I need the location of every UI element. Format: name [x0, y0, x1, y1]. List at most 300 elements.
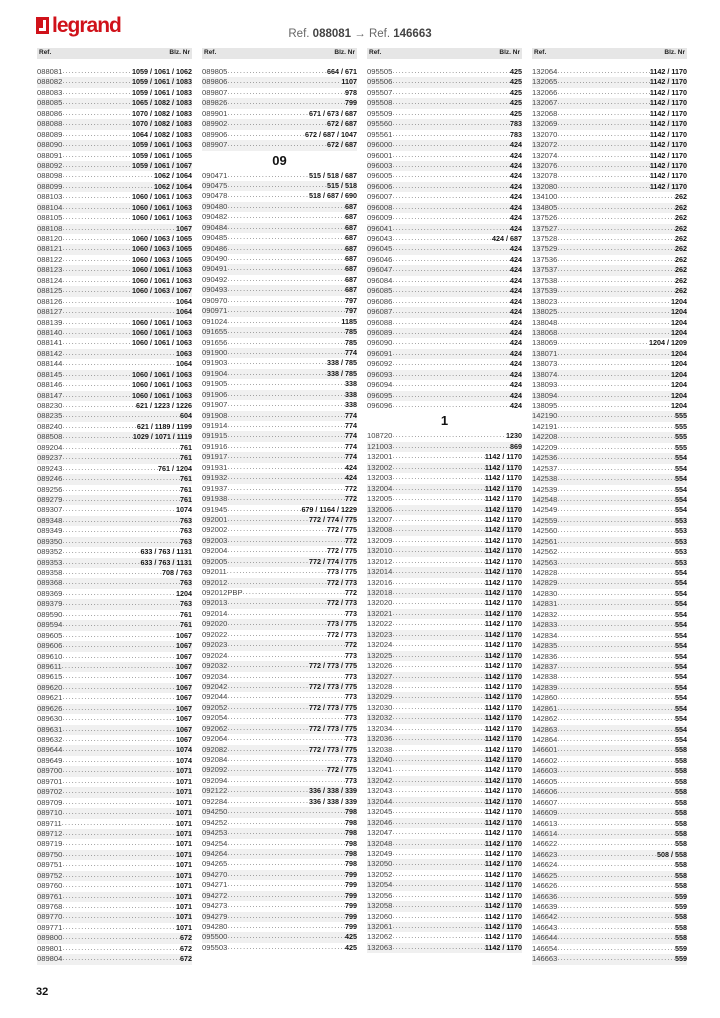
page-reference: 1067: [176, 651, 192, 661]
ref-number: 089902: [202, 119, 228, 129]
index-row: [367, 391, 522, 401]
page-reference: 1071: [176, 797, 192, 807]
index-row: [37, 902, 192, 912]
index-row: [532, 808, 687, 818]
ref-number: 096000: [367, 140, 393, 150]
index-row: [532, 88, 687, 98]
page-reference: 424: [510, 348, 522, 358]
index-row: [37, 954, 192, 964]
page-reference: 558: [675, 922, 687, 932]
dot-leader: [227, 505, 301, 515]
dot-leader: [62, 224, 176, 234]
dot-leader: [557, 902, 675, 912]
brand-name: legrand: [52, 13, 121, 37]
page-reference: 338 / 785: [327, 358, 357, 368]
index-row: [367, 88, 522, 98]
index-row: [37, 641, 192, 651]
dot-leader: [62, 349, 176, 359]
ref-number: 092003: [202, 535, 228, 545]
index-row: [532, 631, 687, 641]
page-reference: 558: [675, 808, 687, 818]
index-row: [532, 359, 687, 369]
page-reference: 772 / 773 / 775: [309, 723, 357, 733]
ref-number: 089770: [37, 912, 63, 922]
page-reference: 559: [675, 954, 687, 964]
index-row: [37, 933, 192, 943]
index-row: [37, 182, 192, 192]
ref-number: 089801: [37, 943, 63, 953]
dot-leader: [62, 213, 132, 223]
dot-leader: [392, 442, 510, 452]
index-row: [37, 558, 192, 568]
dot-leader: [227, 786, 309, 796]
ref-number: 142860: [532, 693, 558, 703]
index-row: [202, 88, 357, 98]
dot-leader: [62, 850, 176, 860]
dot-leader: [227, 640, 345, 650]
index-row: [367, 661, 522, 671]
page-reference: 1067: [176, 223, 192, 233]
page-reference: 1064: [176, 307, 192, 317]
dot-leader: [392, 151, 510, 161]
index-row: [532, 578, 687, 588]
ref-number: 096084: [367, 275, 393, 285]
dot-leader: [392, 171, 510, 181]
page-reference: 1067: [176, 735, 192, 744]
index-row: [37, 244, 192, 254]
dot-leader: [227, 734, 345, 744]
page-reference: 773 / 775: [327, 567, 357, 577]
ref-number: 132005: [367, 494, 393, 504]
index-row: [37, 829, 192, 839]
page-reference: 1142 / 1170: [484, 807, 522, 817]
ref-number: 091917: [202, 452, 228, 462]
ref-number: 137539: [532, 286, 558, 296]
page-number: 32: [36, 986, 49, 998]
ref-number: 090471: [202, 170, 228, 180]
dot-leader: [392, 870, 484, 880]
page-reference: 1142 / 1170: [649, 129, 687, 139]
dot-leader: [392, 578, 484, 588]
page-reference: 554: [675, 599, 687, 609]
index-row: [367, 171, 522, 181]
page-reference: 424: [510, 369, 522, 379]
dot-leader: [392, 818, 484, 828]
page-reference: 424: [510, 265, 522, 275]
ref-number: 089712: [37, 828, 63, 838]
dot-leader: [392, 619, 484, 629]
page-reference: 425: [510, 87, 522, 97]
dot-leader: [392, 401, 510, 411]
page-reference: 761 / 1204: [158, 463, 192, 473]
dot-leader: [392, 661, 484, 671]
dot-leader: [62, 798, 176, 808]
ref-number: 132049: [367, 848, 393, 858]
ref-number: 096086: [367, 296, 393, 306]
ref-number: 091938: [202, 494, 228, 504]
dot-leader: [557, 578, 675, 588]
page-reference: 773 / 775: [327, 619, 357, 629]
index-row: [37, 234, 192, 244]
page-reference: 761: [180, 484, 192, 494]
dot-leader: [557, 328, 671, 338]
dot-leader: [392, 703, 484, 713]
ref-number: 091903: [202, 358, 228, 368]
page-reference: 1142 / 1170: [649, 181, 687, 191]
dot-leader: [62, 933, 180, 943]
index-row: [367, 619, 522, 629]
page-reference: 553: [675, 526, 687, 536]
column-header-page: Blz. Nr: [499, 49, 520, 56]
index-row: [202, 421, 357, 431]
index-row: [202, 682, 357, 692]
dot-leader: [227, 672, 345, 682]
dot-leader: [392, 359, 510, 369]
ref-number: 132065: [532, 77, 558, 87]
dot-leader: [227, 358, 327, 368]
index-row: [37, 109, 192, 119]
ref-number: 090491: [202, 264, 228, 274]
dot-leader: [227, 901, 345, 911]
page-reference: 336 / 338 / 339: [309, 786, 357, 796]
page-reference: 1142 / 1170: [484, 577, 522, 587]
page-reference: 1071: [176, 787, 192, 797]
index-row: [37, 67, 192, 77]
dot-leader: [62, 182, 154, 192]
dot-leader: [557, 161, 649, 171]
ref-number: 132044: [367, 796, 393, 806]
index-row: [37, 725, 192, 735]
ref-number: 132047: [367, 828, 393, 838]
index-row: [37, 286, 192, 296]
page-reference: 772 / 773 / 775: [309, 744, 357, 754]
dot-leader: [227, 609, 345, 619]
dot-leader: [227, 369, 327, 379]
page-reference: 1071: [176, 766, 192, 776]
ref-number: 094250: [202, 807, 228, 817]
ref-number: 089630: [37, 714, 63, 724]
dot-leader: [62, 443, 180, 453]
index-row: [37, 923, 192, 933]
index-row: [367, 473, 522, 483]
dot-leader: [227, 327, 345, 337]
ref-number: 096006: [367, 181, 393, 191]
ref-number: 137537: [532, 265, 558, 275]
index-row: [37, 589, 192, 599]
index-row: [37, 474, 192, 484]
index-row: [202, 452, 357, 462]
ref-number: 089606: [37, 641, 63, 651]
index-row: [202, 67, 357, 77]
dot-leader: [62, 787, 176, 797]
index-row: [532, 829, 687, 839]
page-reference: 1071: [176, 860, 192, 870]
dot-leader: [62, 234, 132, 244]
page-reference: 424: [510, 192, 522, 202]
ref-number: 138094: [532, 390, 558, 400]
index-row: [202, 285, 357, 295]
dot-leader: [557, 140, 649, 150]
page-reference: 1060 / 1061 / 1063: [132, 192, 192, 202]
index-row: [367, 151, 522, 161]
dot-leader: [62, 537, 180, 547]
index-row: [37, 683, 192, 693]
index-row: [367, 318, 522, 328]
ref-number: 132020: [367, 598, 393, 608]
ref-number: 089806: [202, 77, 228, 87]
dot-leader: [557, 881, 675, 891]
ref-number: 132080: [532, 181, 558, 191]
dot-leader: [62, 714, 176, 724]
dot-leader: [557, 516, 675, 526]
ref-number: 089805: [202, 67, 228, 76]
ref-number: 091905: [202, 379, 228, 389]
ref-number: 090480: [202, 201, 228, 211]
index-row: [367, 943, 522, 953]
index-row: [532, 871, 687, 881]
index-row: [367, 828, 522, 838]
page-reference: 1060 / 1063 / 1065: [132, 234, 192, 243]
ref-number: 146622: [532, 839, 558, 849]
page-reference: 978: [345, 87, 357, 97]
page-reference: 1142 / 1170: [484, 661, 522, 671]
index-row: [367, 77, 522, 87]
index-row: [202, 828, 357, 838]
page-reference: 424: [510, 140, 522, 150]
index-row: [367, 692, 522, 702]
ref-number: 088108: [37, 223, 63, 233]
index-row: [202, 223, 357, 233]
ref-number: 146623: [532, 849, 558, 859]
ref-number: 092284: [202, 796, 228, 806]
ref-number: 138071: [532, 348, 558, 358]
ref-number: 091908: [202, 410, 228, 420]
index-row: [37, 871, 192, 881]
ref-number: 091931: [202, 462, 228, 472]
dot-leader: [557, 589, 675, 599]
ref-number: 088139: [37, 317, 63, 327]
dot-leader: [557, 307, 671, 317]
page-reference: 1060 / 1061 / 1063: [132, 275, 192, 285]
index-row: [202, 390, 357, 400]
dot-leader: [557, 558, 675, 568]
dot-leader: [557, 933, 675, 943]
ref-number: 096043: [367, 234, 393, 243]
dot-leader: [62, 808, 176, 818]
ref-number: 094279: [202, 911, 228, 921]
index-row: [202, 411, 357, 421]
page-reference: 1074: [176, 745, 192, 755]
dot-leader: [62, 672, 176, 682]
index-row: [37, 265, 192, 275]
ref-number: 142831: [532, 599, 558, 609]
index-row: [202, 130, 357, 140]
ref-prefix-from: Ref.: [288, 28, 310, 40]
dot-leader: [227, 932, 345, 942]
ref-number: 089752: [37, 870, 63, 880]
page-reference: 1067: [176, 661, 192, 671]
ref-number: 092024: [202, 650, 228, 660]
index-row: [367, 463, 522, 473]
dot-leader: [227, 619, 327, 629]
ref-number: 142559: [532, 515, 558, 525]
page-reference: 1142 / 1170: [484, 588, 522, 597]
index-row: [532, 307, 687, 317]
page-reference: 1142 / 1170: [484, 702, 522, 712]
dot-leader: [227, 797, 309, 807]
index-row: [202, 713, 357, 723]
column-header-ref: Ref.: [204, 49, 217, 56]
dot-leader: [557, 203, 675, 213]
ref-number: 096093: [367, 369, 393, 379]
ref-number: 089246: [37, 474, 63, 484]
index-row: [367, 442, 522, 452]
dot-leader: [62, 391, 132, 401]
page-reference: 1029 / 1071 / 1119: [132, 432, 192, 442]
ref-number: 132069: [532, 119, 558, 129]
page-reference: 1142 / 1170: [484, 765, 522, 775]
index-column-4: [532, 48, 687, 965]
index-row: [37, 338, 192, 348]
index-row: [367, 484, 522, 494]
page-reference: 424: [510, 150, 522, 160]
index-row: [532, 902, 687, 912]
dot-leader: [62, 151, 132, 161]
section-heading: 09: [272, 152, 287, 168]
dot-leader: [392, 234, 492, 244]
index-row: [532, 589, 687, 599]
column-body: [37, 67, 192, 965]
index-row: [37, 704, 192, 714]
page-reference: 1059 / 1061 / 1065: [132, 150, 192, 160]
page-reference: 1060 / 1061 / 1063: [132, 380, 192, 390]
page-reference: 1071: [176, 808, 192, 818]
index-row: [532, 745, 687, 755]
page-reference: 763: [180, 515, 192, 525]
page-reference: 672 / 687: [327, 119, 357, 129]
ref-number: 088144: [37, 359, 63, 369]
page-reference: 1071: [176, 870, 192, 880]
index-row: [202, 546, 357, 556]
dot-leader: [227, 891, 345, 901]
dot-leader: [557, 829, 675, 839]
index-row: [367, 724, 522, 734]
dot-leader: [227, 212, 345, 222]
page-reference: 554: [675, 672, 687, 682]
ref-number: 092092: [202, 765, 228, 775]
dot-leader: [392, 807, 484, 817]
dot-leader: [62, 568, 162, 578]
page-reference: 1142 / 1170: [484, 942, 522, 952]
index-row: [367, 286, 522, 296]
dot-leader: [227, 515, 309, 525]
ref-number: 142560: [532, 526, 558, 536]
page-reference: 262: [675, 275, 687, 285]
ref-number: 096092: [367, 359, 393, 369]
page-reference: 798: [345, 848, 357, 858]
page-reference: 1070 / 1082 / 1083: [132, 119, 192, 129]
page-reference: 558: [675, 912, 687, 922]
ref-number: 089626: [37, 703, 63, 713]
index-row: [532, 109, 687, 119]
ref-number: 092020: [202, 619, 228, 629]
page-reference: 558: [675, 828, 687, 838]
dot-leader: [392, 672, 484, 682]
index-row: [532, 954, 687, 964]
index-row: [367, 932, 522, 942]
dot-leader: [557, 286, 675, 296]
ref-number: 132009: [367, 535, 393, 545]
page-reference: 553: [675, 557, 687, 567]
page-reference: 672: [180, 933, 192, 943]
ref-number: 142832: [532, 609, 558, 619]
dot-leader: [227, 859, 345, 869]
dot-leader: [62, 370, 132, 380]
dot-leader: [62, 109, 132, 119]
index-row: [367, 119, 522, 129]
column-header-ref: Ref.: [369, 49, 382, 56]
index-row: [532, 860, 687, 870]
page-reference: 1067: [176, 641, 192, 651]
index-row: [532, 203, 687, 213]
ref-number: 142548: [532, 494, 558, 504]
index-row: [37, 787, 192, 797]
dot-leader: [62, 954, 180, 964]
ref-number: 089369: [37, 588, 63, 598]
page-reference: 1142 / 1170: [649, 171, 687, 181]
dot-leader: [227, 682, 309, 692]
dot-leader: [62, 777, 176, 787]
ref-number: 089279: [37, 494, 63, 504]
ref-number: 089590: [37, 609, 63, 619]
index-row: [202, 818, 357, 828]
dot-leader: [392, 119, 510, 129]
dot-leader: [557, 547, 675, 557]
dot-leader: [62, 819, 176, 829]
page-reference: 761: [180, 453, 192, 463]
ref-number: 088125: [37, 286, 63, 296]
index-row: [37, 850, 192, 860]
dot-leader: [557, 359, 671, 369]
dot-leader: [557, 119, 649, 129]
dot-leader: [227, 233, 345, 243]
dot-leader: [227, 306, 345, 316]
ref-number: 138023: [532, 296, 558, 306]
ref-number: 089710: [37, 808, 63, 818]
dot-leader: [557, 568, 675, 578]
page-reference: 763: [180, 578, 192, 588]
index-row: [37, 349, 192, 359]
index-row: [532, 161, 687, 171]
page-reference: 553: [675, 536, 687, 546]
dot-leader: [392, 912, 484, 922]
ref-number: 132034: [367, 723, 393, 733]
page-reference: 424: [510, 359, 522, 369]
ref-number: 142839: [532, 682, 558, 692]
ref-number: 132001: [367, 452, 393, 462]
index-row: [37, 224, 192, 234]
ref-number: 088105: [37, 213, 63, 223]
dot-leader: [557, 391, 671, 401]
index-row: [37, 599, 192, 609]
dot-leader: [62, 265, 132, 275]
ref-number: 089901: [202, 108, 228, 118]
index-row: [532, 777, 687, 787]
dot-leader: [62, 912, 176, 922]
index-row: [37, 672, 192, 682]
page-reference-range: [0, 28, 720, 40]
ref-number: 132016: [367, 577, 393, 587]
